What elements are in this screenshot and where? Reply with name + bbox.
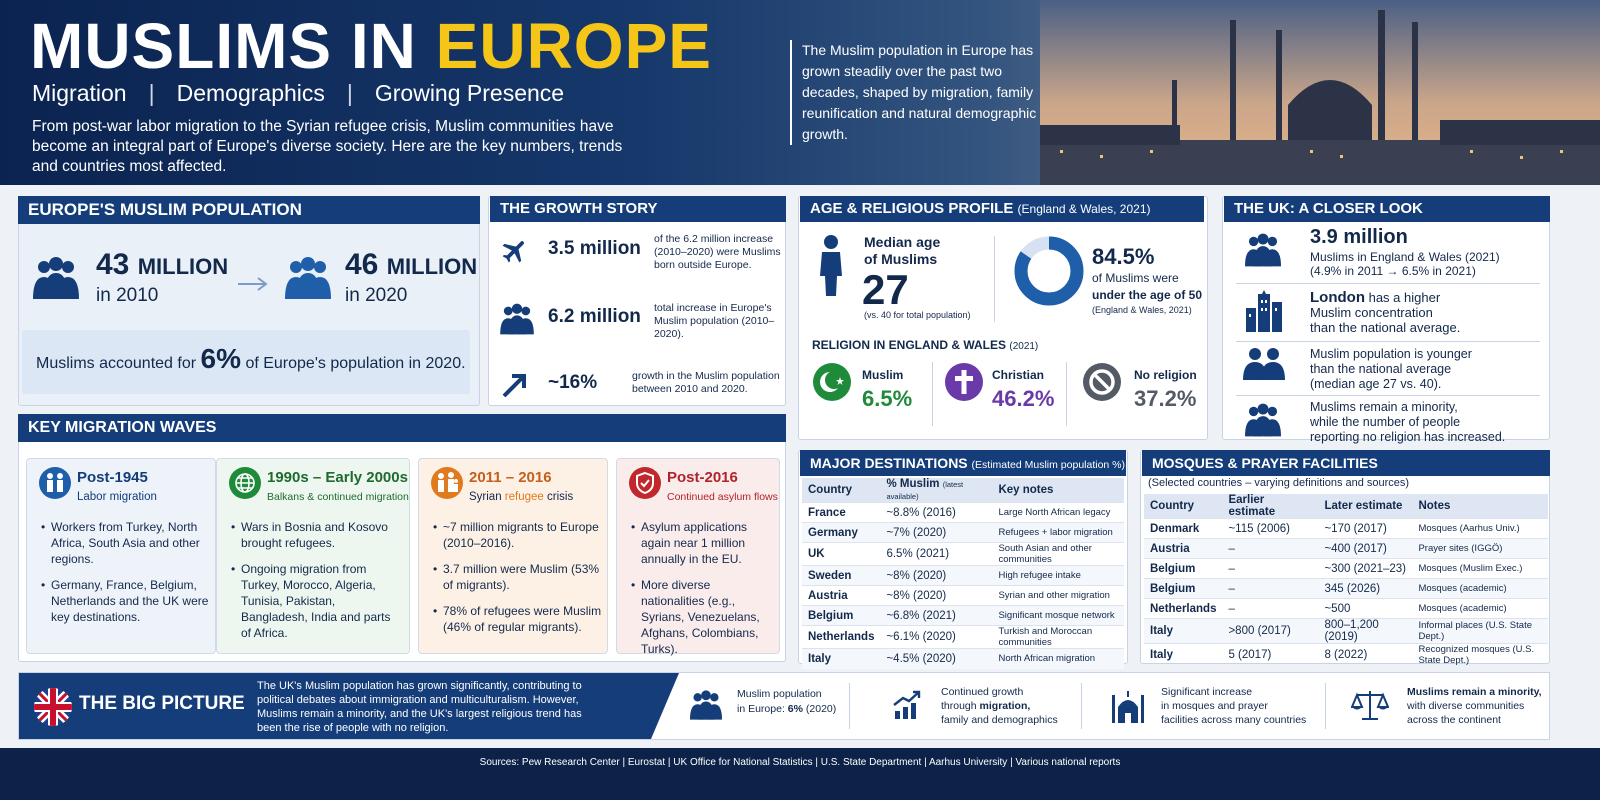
wave-card-1990s bbox=[216, 458, 410, 654]
big-picture-title: THE BIG PICTURE bbox=[79, 693, 245, 714]
growth-desc: total increase in Europe's Muslim population (2010–2020). bbox=[654, 302, 775, 340]
wave-subtitle-highlight: refugee bbox=[504, 491, 544, 503]
uk-younger bbox=[1310, 347, 1472, 392]
london-label: London bbox=[1310, 289, 1365, 306]
wave-bullets bbox=[41, 519, 211, 635]
divider bbox=[849, 683, 850, 729]
big-item-line: with diverse communities bbox=[1407, 700, 1525, 712]
separator: | bbox=[148, 80, 155, 106]
growth-desc: growth in the Muslim population between 2010 and 2020. bbox=[632, 370, 780, 395]
big-item-part: through bbox=[941, 700, 980, 712]
wave-bullet: • Workers from Turkey, North Africa, South Asia and other regions. bbox=[41, 519, 211, 567]
table-cell: >800 (2017) bbox=[1222, 619, 1318, 644]
city-buildings-icon bbox=[1244, 290, 1284, 332]
destinations-body bbox=[802, 503, 1124, 669]
big-item-line: facilities across many countries bbox=[1161, 714, 1307, 726]
table-cell: Syrian and other migration bbox=[992, 586, 1124, 606]
column-header: Key notes bbox=[992, 478, 1124, 503]
younger-line: (median age 27 vs. 40). bbox=[1310, 377, 1442, 391]
table-cell: Turkish and Moroccan communities bbox=[992, 626, 1124, 649]
population-heading: EUROPE'S MUSLIM POPULATION bbox=[18, 196, 480, 224]
table-cell: Austria bbox=[802, 586, 880, 606]
religion-none bbox=[1082, 362, 1122, 407]
big-item-line: across the continent bbox=[1407, 714, 1501, 726]
wave-subtitle: Labor migration bbox=[77, 491, 157, 503]
growth-chart-icon bbox=[891, 689, 923, 721]
table-row bbox=[1144, 559, 1548, 579]
column-header: Country bbox=[1144, 494, 1222, 519]
table-cell: Large North African legacy bbox=[992, 503, 1124, 523]
table-cell: Denmark bbox=[1144, 519, 1222, 539]
table-row bbox=[802, 503, 1124, 523]
london-line: Muslim concentration bbox=[1310, 305, 1433, 320]
wave-bullet: • 3.7 million were Muslim (53% of migrants). bbox=[433, 561, 603, 593]
separator: | bbox=[346, 80, 353, 106]
table-row bbox=[802, 649, 1124, 669]
median-value: 27 bbox=[862, 266, 909, 313]
table-cell: Mosques (academic) bbox=[1412, 599, 1548, 619]
growth-heading: THE GROWTH STORY bbox=[490, 196, 786, 222]
arrow-right-icon bbox=[236, 276, 270, 292]
table-cell: 5 (2017) bbox=[1222, 644, 1318, 667]
big-item-part: (2020) bbox=[802, 703, 837, 715]
table-cell: ~8.8% (2016) bbox=[880, 503, 992, 523]
median-label-line: of Muslims bbox=[864, 251, 938, 267]
younger-line: than the national average bbox=[1310, 362, 1452, 376]
column-header-sub: (latest available) bbox=[886, 480, 964, 501]
table-cell: Netherlands bbox=[1144, 599, 1222, 619]
under-50-donut-chart bbox=[1012, 234, 1086, 308]
person-icon bbox=[818, 234, 844, 298]
airplane-icon bbox=[500, 236, 530, 266]
pop-2020-year: in 2020 bbox=[345, 285, 408, 306]
wave-title: Post-2016 bbox=[667, 469, 738, 486]
religion-christian bbox=[944, 362, 984, 407]
table-cell: Belgium bbox=[1144, 559, 1222, 579]
pop-2010-number: 43 bbox=[96, 248, 130, 281]
crescent-icon bbox=[812, 362, 852, 402]
wave-card-post2016 bbox=[616, 458, 780, 654]
destinations-heading-title: MAJOR DESTINATIONS bbox=[810, 455, 968, 471]
under50-value: 84.5% bbox=[1092, 244, 1155, 269]
share-pre: Muslims accounted for bbox=[36, 355, 197, 372]
mosques-heading: MOSQUES & PRAYER FACILITIES bbox=[1142, 450, 1550, 476]
religion-heading-sub: (2021) bbox=[1009, 341, 1039, 352]
table-cell: – bbox=[1222, 599, 1318, 619]
table-row bbox=[1144, 539, 1548, 559]
table-cell: ~8% (2020) bbox=[880, 586, 992, 606]
table-cell: – bbox=[1222, 579, 1318, 599]
big-item-population bbox=[737, 687, 836, 717]
table-row bbox=[802, 566, 1124, 586]
london-line: than the national average. bbox=[1310, 320, 1461, 335]
wave-subtitle bbox=[469, 491, 573, 503]
column-header: Later estimate bbox=[1318, 494, 1412, 519]
table-cell: Italy bbox=[1144, 644, 1222, 667]
big-item-bold: migration, bbox=[979, 700, 1031, 712]
table-row bbox=[1144, 519, 1548, 539]
people-icon bbox=[282, 255, 334, 301]
people-icon bbox=[30, 255, 82, 301]
table-cell: Italy bbox=[1144, 619, 1222, 644]
wave-card-post1945 bbox=[26, 458, 216, 654]
pop-2010-year: in 2010 bbox=[96, 285, 159, 306]
divider bbox=[1236, 341, 1540, 342]
mosques-body bbox=[1144, 519, 1548, 667]
wave-bullet: • Wars in Bosnia and Kosovo brought refugees. bbox=[231, 519, 401, 551]
share-text bbox=[36, 344, 466, 379]
under50-l2: under the age of 50 bbox=[1092, 288, 1203, 302]
uk-population-l2: (4.9% in 2011 → 6.5% in 2021) bbox=[1310, 264, 1476, 278]
mosques-table bbox=[1144, 494, 1548, 666]
big-item-bold: 6% bbox=[787, 703, 803, 715]
big-item-line: in mosques and prayer bbox=[1161, 700, 1268, 712]
minority-line: reporting no religion has increased. bbox=[1310, 430, 1506, 444]
page-title bbox=[30, 12, 712, 80]
big-item-line: family and demographics bbox=[941, 714, 1058, 726]
no-symbol-icon bbox=[1082, 362, 1122, 402]
trend-arrow-icon bbox=[500, 370, 530, 400]
religion-heading bbox=[812, 338, 1038, 352]
wave-subtitle: Continued asylum flows bbox=[667, 491, 778, 503]
table-cell: ~7% (2020) bbox=[880, 523, 992, 543]
uk-heading: THE UK: A CLOSER LOOK bbox=[1224, 196, 1550, 222]
intro-text: From post-war labor migration to the Syrian refugee crisis, Muslim communities have become an integral part of Europe's diverse society. Here are the key numbers, trends and countries most affected. bbox=[32, 118, 623, 175]
people-icon bbox=[1242, 232, 1284, 268]
column-header: Earlier estimate bbox=[1222, 494, 1318, 519]
big-item-line: Continued growth bbox=[941, 686, 1024, 698]
people-icon bbox=[687, 689, 725, 721]
table-row bbox=[1144, 599, 1548, 619]
under50-l1: of Muslims were bbox=[1092, 271, 1179, 285]
religion-muslim bbox=[812, 362, 852, 407]
table-cell: – bbox=[1222, 539, 1318, 559]
religion-muslim-name: Muslim bbox=[862, 368, 904, 382]
destinations-heading-sub: (Estimated Muslim population %) bbox=[971, 459, 1126, 471]
growth-value: 3.5 million bbox=[548, 238, 641, 259]
table-cell: ~400 (2017) bbox=[1318, 539, 1412, 559]
table-cell: – bbox=[1222, 559, 1318, 579]
religion-heading-title: RELIGION IN ENGLAND & WALES bbox=[812, 338, 1007, 352]
wave-bullets bbox=[631, 519, 777, 667]
wave-bullets bbox=[231, 519, 401, 651]
table-cell: 345 (2026) bbox=[1318, 579, 1412, 599]
table-cell: Belgium bbox=[802, 606, 880, 626]
uk-population-value: 3.9 million bbox=[1310, 226, 1408, 248]
table-row bbox=[802, 523, 1124, 543]
wave-subtitle-part: Syrian bbox=[469, 491, 505, 503]
subtitle-item: Demographics bbox=[176, 80, 325, 106]
column-header: Country bbox=[802, 478, 880, 503]
side-text: The Muslim population in Europe has grown steadily over the past two decades, shaped by migration, family reunification and natural demographic growth. bbox=[790, 40, 1040, 145]
under50-note: (England & Wales, 2021) bbox=[1092, 305, 1192, 315]
divider bbox=[932, 362, 933, 426]
religion-none-name: No religion bbox=[1134, 368, 1197, 382]
table-cell: Significant mosque network bbox=[992, 606, 1124, 626]
table-row bbox=[1144, 644, 1548, 667]
waves-heading: KEY MIGRATION WAVES bbox=[18, 414, 786, 442]
table-cell: Netherlands bbox=[802, 626, 880, 649]
growth-value: ~16% bbox=[548, 372, 598, 393]
mosques-subtitle: (Selected countries – varying definitions and sources) bbox=[1148, 477, 1410, 489]
table-cell: Informal places (U.S. State Dept.) bbox=[1412, 619, 1548, 644]
share-post: of Europe's population in 2020. bbox=[245, 355, 466, 372]
big-item-line: Significant increase bbox=[1161, 686, 1253, 698]
median-label bbox=[864, 234, 940, 268]
table-cell: Austria bbox=[1144, 539, 1222, 559]
table-cell: ~170 (2017) bbox=[1318, 519, 1412, 539]
pop-2010-unit: MILLION bbox=[137, 254, 229, 279]
globe-icon bbox=[229, 467, 261, 499]
table-cell: 6.5% (2021) bbox=[880, 543, 992, 566]
big-item-line bbox=[737, 702, 836, 717]
wave-bullet: • ~7 million migrants to Europe (2010–2016). bbox=[433, 519, 603, 551]
age-heading-sub: (England & Wales, 2021) bbox=[1017, 202, 1151, 216]
table-cell: Mosques (academic) bbox=[1412, 579, 1548, 599]
subtitle-item: Migration bbox=[32, 80, 127, 106]
mosque-icon bbox=[1109, 687, 1147, 723]
table-cell: ~115 (2006) bbox=[1222, 519, 1318, 539]
column-header-main: % Muslim bbox=[886, 478, 940, 490]
uk-minority bbox=[1310, 400, 1505, 445]
family-icon bbox=[39, 467, 71, 499]
table-cell: Mosques (Muslim Exec.) bbox=[1412, 559, 1548, 579]
religion-christian-name: Christian bbox=[992, 368, 1045, 382]
table-cell: Germany bbox=[802, 523, 880, 543]
wave-bullets bbox=[433, 519, 603, 645]
uk-population-l1: Muslims in England & Wales (2021) bbox=[1310, 250, 1500, 264]
table-cell: UK bbox=[802, 543, 880, 566]
subtitle bbox=[32, 80, 564, 107]
wave-title: Post-1945 bbox=[77, 469, 148, 486]
wave-card-2011 bbox=[418, 458, 608, 654]
shield-icon bbox=[629, 467, 661, 499]
table-cell: High refugee intake bbox=[992, 566, 1124, 586]
growth-value: 6.2 million bbox=[548, 306, 641, 327]
table-cell: ~6.8% (2021) bbox=[880, 606, 992, 626]
big-item-line: Muslim population bbox=[737, 688, 822, 700]
wave-title: 1990s – Early 2000s bbox=[267, 469, 408, 486]
table-cell: ~6.1% (2020) bbox=[880, 626, 992, 649]
share-value: 6% bbox=[200, 343, 241, 374]
table-cell: North African migration bbox=[992, 649, 1124, 669]
subtitle-item: Growing Presence bbox=[374, 80, 565, 106]
wave-bullet: • Germany, France, Belgium, Netherlands and the UK were key destinations. bbox=[41, 577, 211, 625]
median-label-line: Median age bbox=[864, 234, 941, 250]
table-cell: Prayer sites (IGGÖ) bbox=[1412, 539, 1548, 559]
divider bbox=[1236, 395, 1540, 396]
big-item-mosques bbox=[1161, 685, 1306, 727]
table-cell: ~500 bbox=[1318, 599, 1412, 619]
table-cell: Italy bbox=[802, 649, 880, 669]
balance-scale-icon bbox=[1351, 687, 1389, 723]
table-cell: Refugees + labor migration bbox=[992, 523, 1124, 543]
table-row bbox=[802, 606, 1124, 626]
age-heading-title: AGE & RELIGIOUS PROFILE bbox=[810, 200, 1014, 217]
wave-bullet: • Asylum applications again near 1 million annually in the EU. bbox=[631, 519, 777, 567]
people-icon bbox=[1242, 402, 1284, 438]
wave-title: 2011 – 2016 bbox=[469, 469, 552, 486]
wave-subtitle: Balkans & continued migration bbox=[267, 491, 409, 503]
religion-christian-value: 46.2% bbox=[992, 386, 1055, 411]
table-row bbox=[1144, 619, 1548, 644]
table-cell: Belgium bbox=[1144, 579, 1222, 599]
table-row bbox=[1144, 579, 1548, 599]
table-row bbox=[802, 586, 1124, 606]
table-cell: South Asian and other communities bbox=[992, 543, 1124, 566]
religion-none-value: 37.2% bbox=[1134, 386, 1197, 411]
destinations-heading bbox=[800, 450, 1126, 476]
pop-2020-unit: MILLION bbox=[386, 254, 478, 279]
title-highlight: EUROPE bbox=[435, 10, 712, 82]
pop-2020-number: 46 bbox=[345, 248, 379, 281]
wave-bullet: • Ongoing migration from Turkey, Morocco, Algeria, Tunisia, Pakistan, Bangladesh, India and parts of Africa. bbox=[231, 561, 401, 641]
divider bbox=[1325, 683, 1326, 729]
mosque-skyline-image bbox=[1040, 0, 1600, 185]
divider bbox=[1066, 362, 1067, 426]
wave-bullet: • More diverse nationalities (e.g., Syrians, Venezuelans, Afghans, Colombians, Turks). bbox=[631, 577, 777, 657]
big-picture-banner bbox=[18, 672, 1550, 740]
table-cell: Mosques (Aarhus Univ.) bbox=[1412, 519, 1548, 539]
london-line: has a higher bbox=[1364, 290, 1441, 305]
divider bbox=[1236, 283, 1540, 284]
uk-flag-icon bbox=[33, 687, 73, 727]
table-row bbox=[802, 543, 1124, 566]
big-picture-text: The UK's Muslim population has grown significantly, contributing to political debates about immigration and multiculturalism. However, Muslims remain a minority, and the UK's largest religious trend has been the rise of people with no religion. bbox=[257, 680, 582, 734]
big-item-minority bbox=[1407, 685, 1542, 727]
younger-line: Muslim population is younger bbox=[1310, 347, 1472, 361]
people-icon bbox=[498, 302, 536, 336]
table-cell: ~4.5% (2020) bbox=[880, 649, 992, 669]
big-item-line bbox=[941, 699, 1058, 713]
age-heading bbox=[800, 196, 1204, 222]
minority-line: Muslims remain a minority, bbox=[1310, 400, 1458, 414]
two-people-icon bbox=[1242, 346, 1286, 380]
uk-london bbox=[1310, 290, 1460, 335]
big-item-line: Muslims remain a minority, bbox=[1407, 686, 1542, 698]
pop-2010-value bbox=[96, 248, 228, 282]
title-part: MUSLIMS IN bbox=[30, 10, 436, 82]
destinations-table bbox=[802, 478, 1124, 669]
big-item-part: in Europe: bbox=[737, 703, 788, 715]
pop-2020-value bbox=[345, 248, 477, 282]
column-header bbox=[880, 478, 992, 503]
divider bbox=[1081, 683, 1082, 729]
divider bbox=[994, 236, 995, 322]
cross-icon bbox=[944, 362, 984, 402]
wave-subtitle-part: crisis bbox=[543, 491, 574, 503]
table-cell: Recognized mosques (U.S. State Dept.) bbox=[1412, 644, 1548, 667]
big-item-growth bbox=[941, 685, 1058, 727]
table-cell: ~8% (2020) bbox=[880, 566, 992, 586]
column-header: Notes bbox=[1412, 494, 1548, 519]
religion-muslim-value: 6.5% bbox=[862, 386, 913, 411]
sources-footer: Sources: Pew Research Center | Eurostat | UK Office for National Statistics | U.S. State Department | Aarhus University | Various national reports bbox=[0, 748, 1600, 800]
growth-desc: of the 6.2 million increase (2010–2020) were Muslims born outside Europe. bbox=[654, 233, 781, 271]
table-cell: Sweden bbox=[802, 566, 880, 586]
median-note: (vs. 40 for total population) bbox=[864, 310, 971, 320]
minority-line: while the number of people bbox=[1310, 415, 1461, 429]
wave-bullet: • 78% of refugees were Muslim (46% of regular migrants). bbox=[433, 603, 603, 635]
table-cell: 8 (2022) bbox=[1318, 644, 1412, 667]
hero-banner bbox=[0, 0, 1600, 185]
table-row bbox=[802, 626, 1124, 649]
table-cell: 800–1,200 (2019) bbox=[1318, 619, 1412, 644]
refugee-family-icon bbox=[431, 467, 463, 499]
table-cell: France bbox=[802, 503, 880, 523]
table-cell: ~300 (2021–23) bbox=[1318, 559, 1412, 579]
